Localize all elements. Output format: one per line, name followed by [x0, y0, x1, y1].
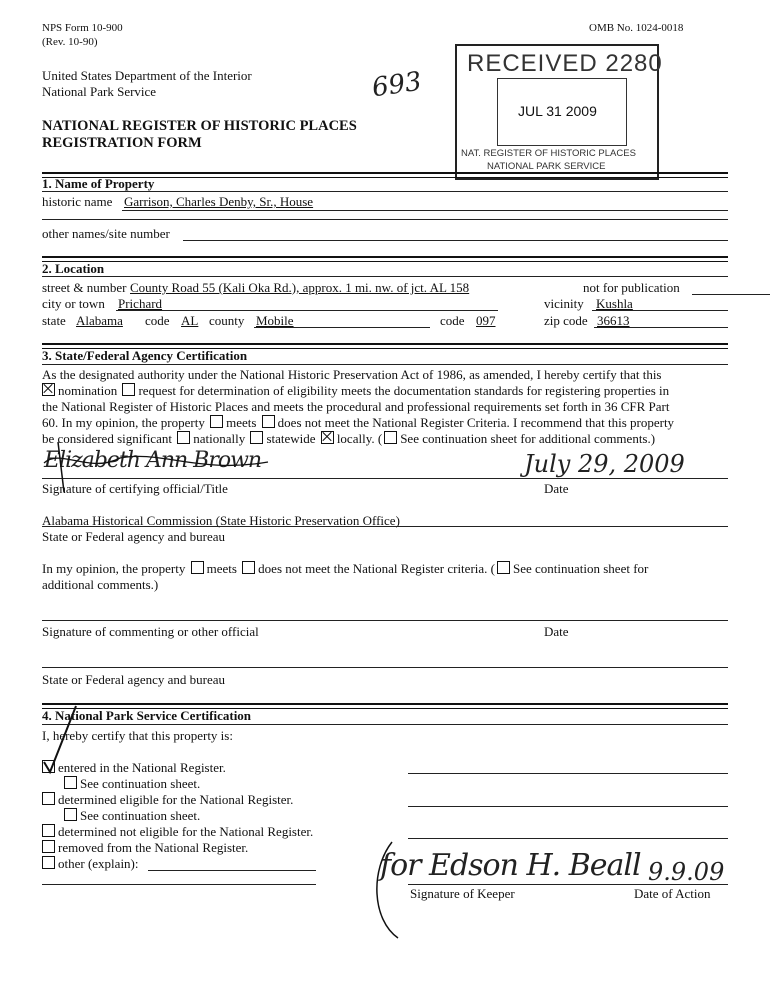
agency-2-label: State or Federal agency and bureau	[42, 672, 226, 687]
historic-name-label: historic name	[42, 194, 113, 209]
city-value: Prichard	[118, 296, 163, 311]
state-label: state	[42, 313, 66, 328]
form-revision: (Rev. 10-90)	[42, 36, 98, 48]
continuation-1-label: See continuation sheet.	[80, 776, 201, 791]
omb-number: OMB No. 1024-0018	[589, 22, 684, 34]
stamp-line-2: NATIONAL PARK SERVICE	[487, 161, 606, 172]
removed-label: removed from the National Register.	[58, 840, 249, 855]
cert-text-line: the National Register of Historic Places and meets the procedural and professional requirements set forth in 36 CFR Part	[42, 399, 670, 414]
cert-text: does not meet the National Register Criteria. I recommend that this property	[277, 415, 675, 430]
nationally-label: nationally	[193, 431, 246, 446]
certifying-signature-label: Signature of certifying official/Title	[42, 481, 228, 496]
action-date-label: Date of Action	[634, 886, 711, 901]
action-date-value: 9.9.09	[648, 858, 725, 886]
keeper-signature-label: Signature of Keeper	[410, 886, 515, 901]
nomination-label: nomination	[58, 383, 118, 398]
opinion-text-line: additional comments.)	[42, 577, 159, 592]
check-mark-icon	[44, 706, 76, 772]
county-code-label: code	[440, 313, 465, 328]
stamp-line-1: NAT. REGISTER OF HISTORIC PLACES	[461, 148, 636, 159]
section-3-heading: 3. State/Federal Agency Certification	[42, 348, 248, 363]
section-4-heading: 4. National Park Service Certification	[42, 708, 252, 723]
certifying-signature-date: July 29, 2009	[524, 450, 685, 478]
statewide-label: statewide	[266, 431, 316, 446]
state-value: Alabama	[76, 313, 123, 328]
form-title: NATIONAL REGISTER OF HISTORIC PLACES	[42, 118, 357, 134]
signature-stroke	[58, 442, 64, 492]
state-code-label: code	[145, 313, 170, 328]
zip-label: zip code	[544, 313, 588, 328]
other-names-label: other names/site number	[42, 226, 170, 241]
meets-label: meets	[226, 415, 257, 430]
vicinity-label: vicinity	[544, 296, 584, 311]
agency-value: Alabama Historical Commission (State Historic Preservation Office)	[42, 513, 400, 528]
nps-intro: I, hereby certify that this property is:	[42, 728, 233, 743]
other-label: other (explain):	[58, 856, 139, 871]
cert-text: be considered significant	[42, 431, 172, 446]
form-number: NPS Form 10-900	[42, 22, 123, 34]
keeper-signature: for Edson H. Beall	[380, 848, 641, 883]
historic-name-value: Garrison, Charles Denby, Sr., House	[124, 194, 314, 209]
certifying-signature: Elizabeth Ann Brown	[44, 448, 262, 473]
service-name: National Park Service	[42, 84, 157, 99]
stamp-received-text: RECEIVED 2280	[467, 50, 663, 77]
street-label: street & number	[42, 280, 127, 295]
keeper-signature-stroke	[377, 842, 398, 938]
cert-text: request for determination of eligibility meets the documentation standards for registering properties in	[138, 383, 670, 398]
stamp-date: JUL 31 2009	[518, 103, 597, 119]
street-value: County Road 55 (Kali Oka Rd.), approx. 1 mi. nw. of jct. AL 158	[130, 280, 470, 295]
form-subtitle: REGISTRATION FORM	[42, 135, 202, 151]
state-code-value: AL	[181, 313, 199, 328]
vicinity-value: Kushla	[596, 296, 633, 311]
not-for-publication-label: not for publication	[583, 280, 680, 295]
commenting-date-label: Date	[544, 624, 569, 639]
commenting-signature-label: Signature of commenting or other official	[42, 624, 259, 639]
opinion-meets-label: meets	[206, 561, 237, 576]
cert-text: See continuation sheet for additional comments.)	[400, 431, 656, 446]
opinion-text: does not meet the National Register criteria. (	[258, 561, 495, 576]
department-name: United States Department of the Interior	[42, 68, 252, 83]
county-code-value: 097	[476, 313, 496, 328]
handwritten-number: 693	[370, 66, 424, 104]
opinion-text: See continuation sheet for	[512, 561, 649, 576]
agency-label: State or Federal agency and bureau	[42, 529, 226, 544]
signature-flourish	[44, 456, 268, 465]
continuation-2-label: See continuation sheet.	[80, 808, 201, 823]
not-eligible-label: determined not eligible for the National Register.	[58, 824, 314, 839]
certifying-date-label: Date	[544, 481, 569, 496]
cert-text: 60. In my opinion, the property	[42, 415, 205, 430]
city-label: city or town	[42, 296, 105, 311]
zip-value: 36613	[597, 313, 630, 328]
eligible-label: determined eligible for the National Register.	[58, 792, 294, 807]
opinion-text: In my opinion, the property	[42, 561, 186, 576]
section-1-heading: 1. Name of Property	[42, 176, 155, 191]
locally-label: locally. (	[336, 431, 383, 446]
section-2-heading: 2. Location	[42, 261, 105, 276]
county-label: county	[209, 313, 245, 328]
cert-text-line: As the designated authority under the National Historic Preservation Act of 1986, as amended, I hereby certify that this	[42, 367, 662, 382]
entered-label: entered in the National Register.	[58, 760, 226, 775]
county-value: Mobile	[256, 313, 294, 328]
